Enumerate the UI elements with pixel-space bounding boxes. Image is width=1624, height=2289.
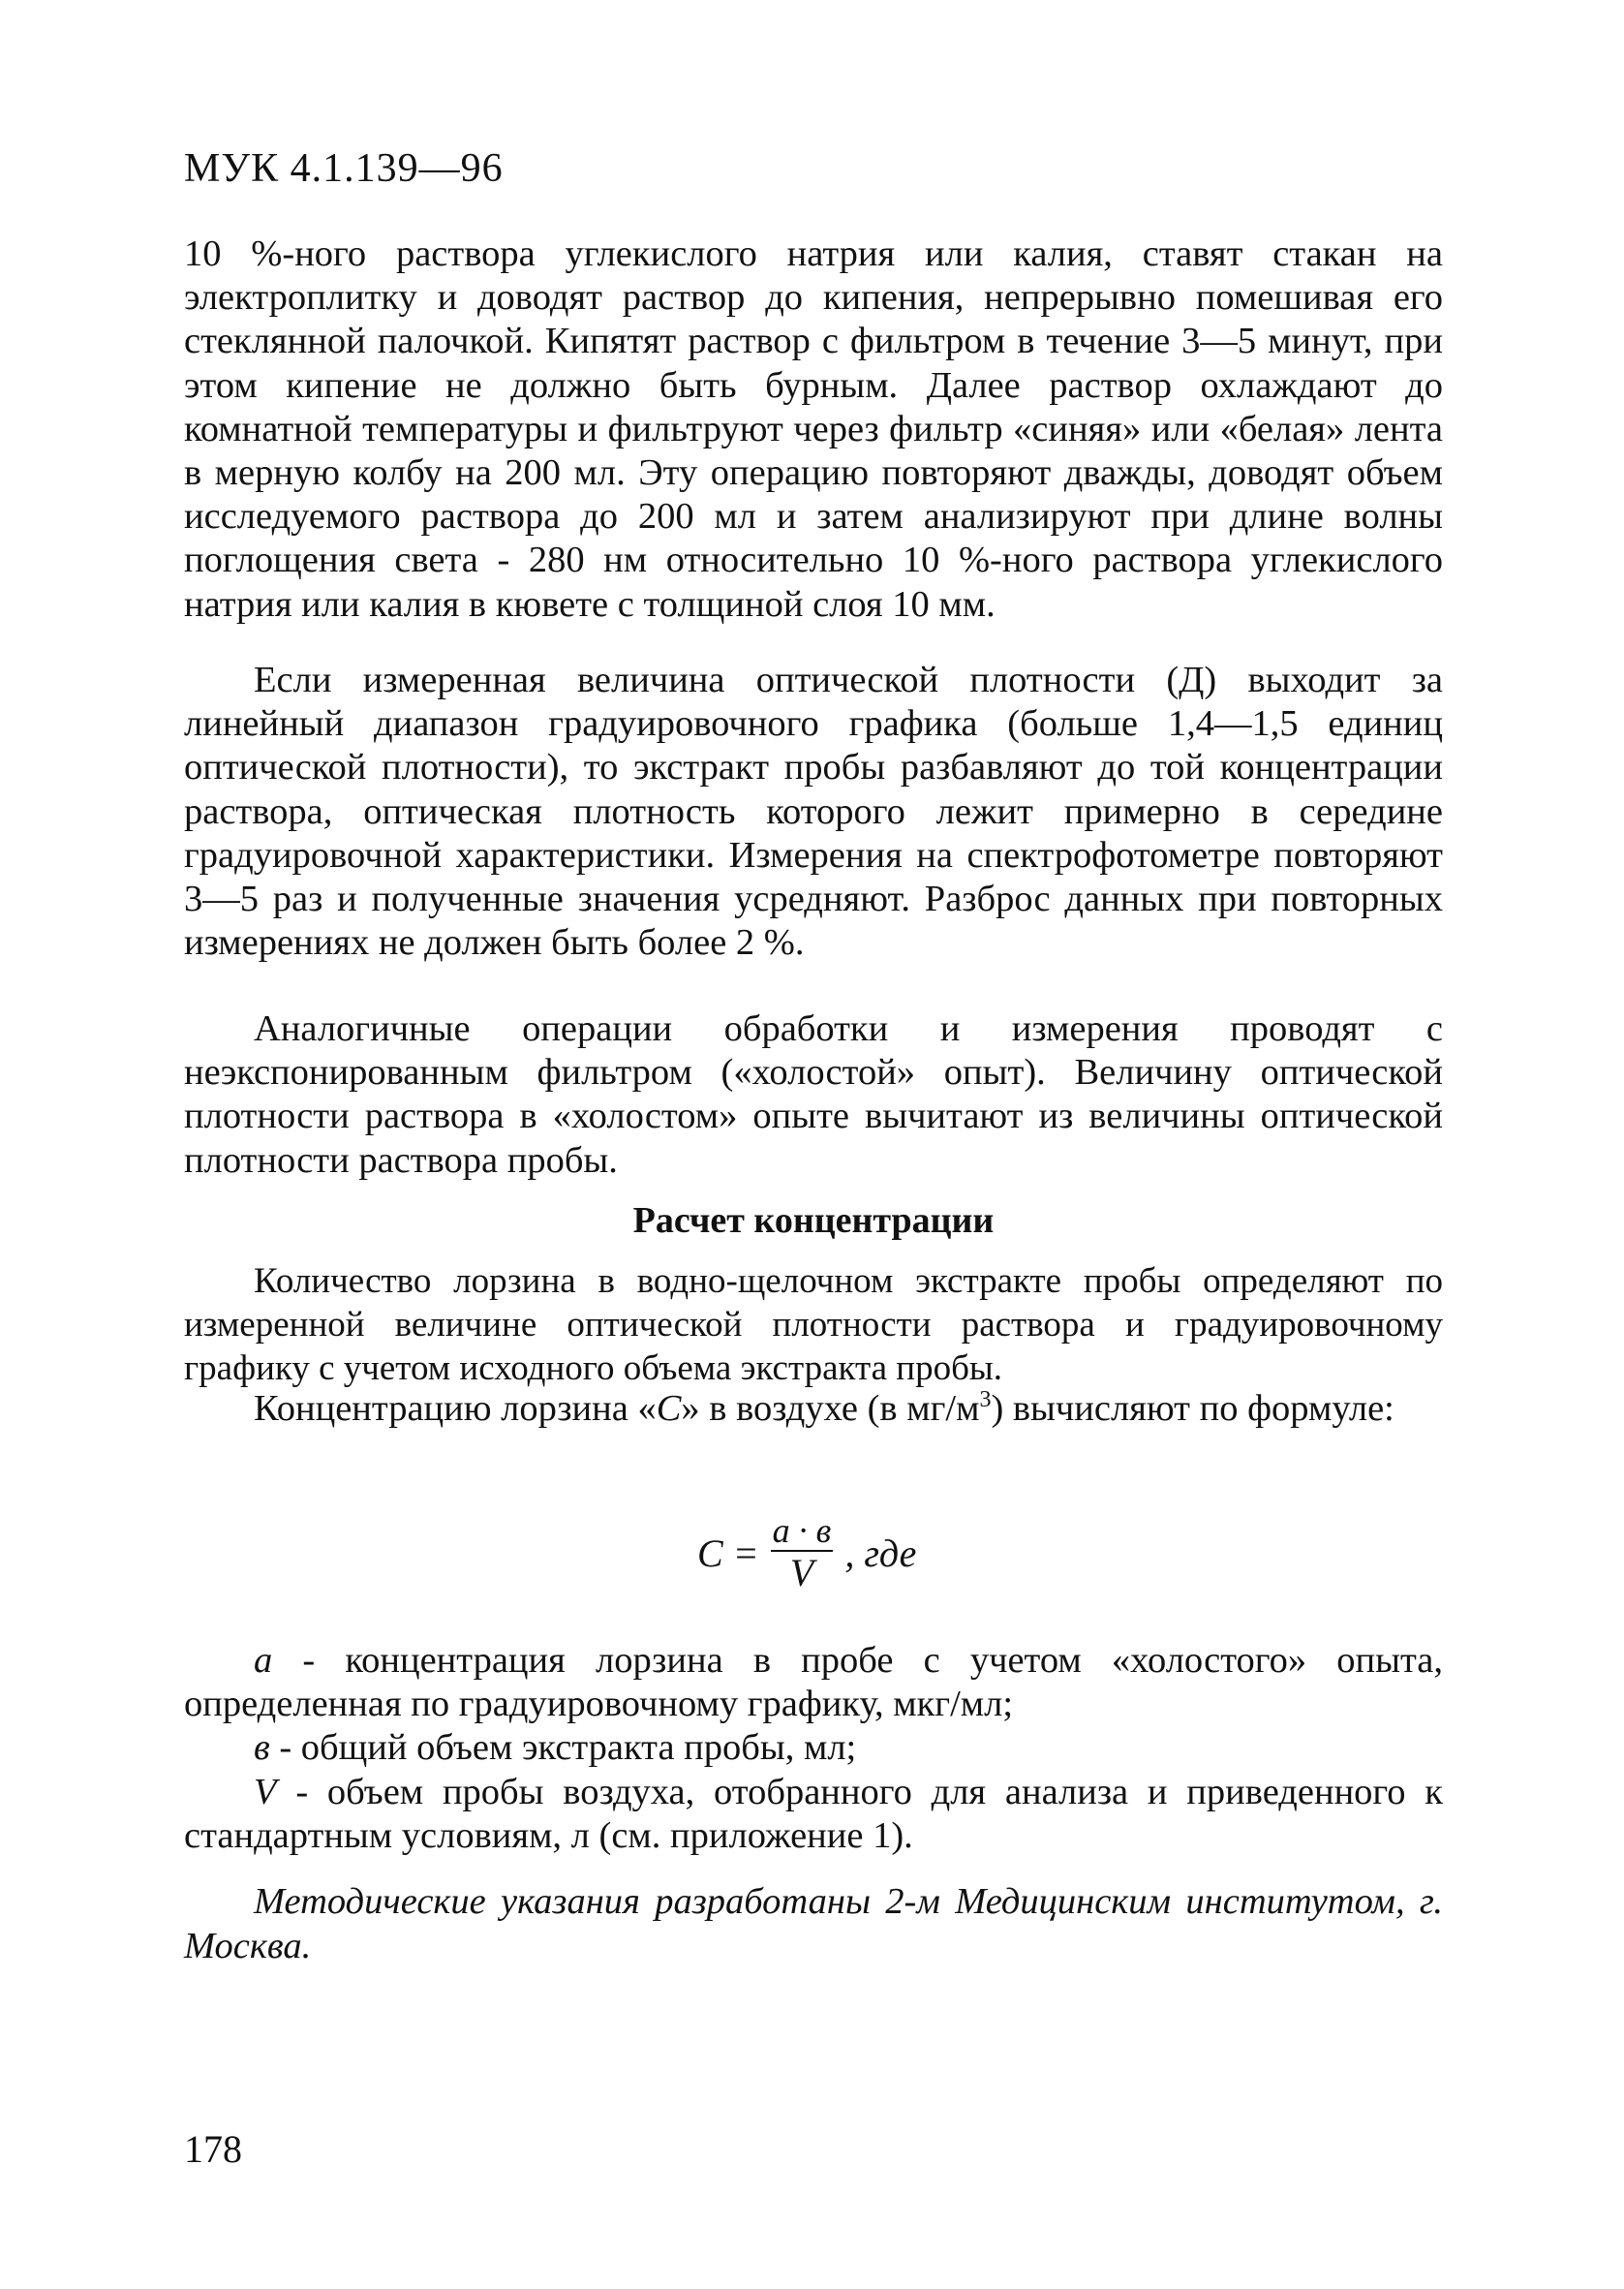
text-run: » в воздухе (в мг/м bbox=[681, 1388, 980, 1429]
definition-text: - объем пробы воздуха, отобранного для анализа и приведенного к стандартным условиям, л (см. приложение 1). bbox=[184, 1771, 1443, 1856]
credit-text: Методические указания разработаны 2-м Медицинским институтом, г. Москва. bbox=[184, 1881, 1443, 1966]
variable-c: С bbox=[656, 1388, 682, 1429]
text-run: ) вычисляют по формуле: bbox=[991, 1388, 1394, 1429]
paragraph-dilution bbox=[184, 659, 1443, 965]
definition-item bbox=[184, 1771, 1443, 1858]
paragraph-quantity bbox=[184, 1259, 1443, 1390]
paragraph-text: Количество лорзина в водно-щелочном экстракте пробы определяют по измеренной величине оптической плотности раствора и градуировочному графику с учетом исходного объема экстракта пробы. bbox=[184, 1261, 1443, 1388]
formula-suffix: , где bbox=[844, 1531, 917, 1575]
paragraph-formula-intro bbox=[184, 1387, 1443, 1431]
paragraph-text: Аналогичные операции обработки и измерения проводят с неэкспонированным фильтром («холостой» опыт). Величину оптической плотности раствора в «холостом» опыте вычитают из величины оптической плотности раствора пробы. bbox=[184, 1008, 1443, 1181]
text-run: Концентрацию лорзина « bbox=[254, 1388, 657, 1429]
definition-item bbox=[184, 1726, 1443, 1770]
paragraph-text bbox=[184, 1387, 1443, 1431]
definition-text: - концентрация лорзина в пробе с учетом «холостого» опыта, определенная по градуировочному графику, мкг/мл; bbox=[184, 1640, 1443, 1725]
document-code-header: МУК 4.1.139—96 bbox=[184, 146, 504, 191]
formula-denominator: V bbox=[789, 1551, 814, 1594]
superscript-3: 3 bbox=[979, 1387, 992, 1413]
definition-term: в bbox=[254, 1727, 270, 1769]
formula-fraction bbox=[767, 1511, 838, 1594]
definition-item bbox=[184, 1639, 1443, 1726]
paragraph-procedure bbox=[184, 232, 1443, 627]
page-number: 178 bbox=[184, 2127, 242, 2171]
formula-lhs: С = bbox=[697, 1531, 759, 1575]
definition-term: V bbox=[254, 1771, 277, 1812]
definition-term: а bbox=[254, 1640, 273, 1681]
formula-definitions bbox=[184, 1639, 1443, 1858]
paragraph-blank-test bbox=[184, 1007, 1443, 1183]
section-title: Расчет концентрации bbox=[632, 1200, 995, 1241]
authorship-credit bbox=[184, 1879, 1443, 1968]
paragraph-text: Если измеренная величина оптической плотности (Д) выходит за линейный диапазон градуировочного графика (больше 1,4—1,5 единиц оптической плотности), то экстракт пробы разбавляют до той концентрации раствора, оптическая плотность которого лежит примерно в середине градуировочной характеристики. Измерения на спектрофотометре повторяют 3—5 раз и полученные значения усредняют. Разброс данных при повторных измерениях не должен быть более 2 %. bbox=[184, 660, 1443, 964]
formula-numerator: а · в bbox=[772, 1511, 832, 1550]
definition-text: - общий объем экстракта пробы, мл; bbox=[269, 1727, 857, 1769]
concentration-formula bbox=[697, 1511, 916, 1594]
paragraph-text: 10 %-ного раствора углекислого натрия или калия, ставят стакан на электроплитку и доводят раствор до кипения, непрерывно помешивая его стеклянной палочкой. Кипятят раствор с фильтром в течение 3—5 минут, при этом кипение не должно быть бурным. Далее раствор охлаждают до комнатной температуры и фильтруют через фильтр «синяя» или «белая» лента в мерную колбу на 200 мл. Эту операцию повторяют дважды, доводят объем исследуемого раствора до 200 мл и затем анализируют при длине волны поглощения света - 280 нм относительно 10 %-ного раствора углекислого натрия или калия в кювете с толщиной слоя 10 мм. bbox=[184, 233, 1443, 625]
